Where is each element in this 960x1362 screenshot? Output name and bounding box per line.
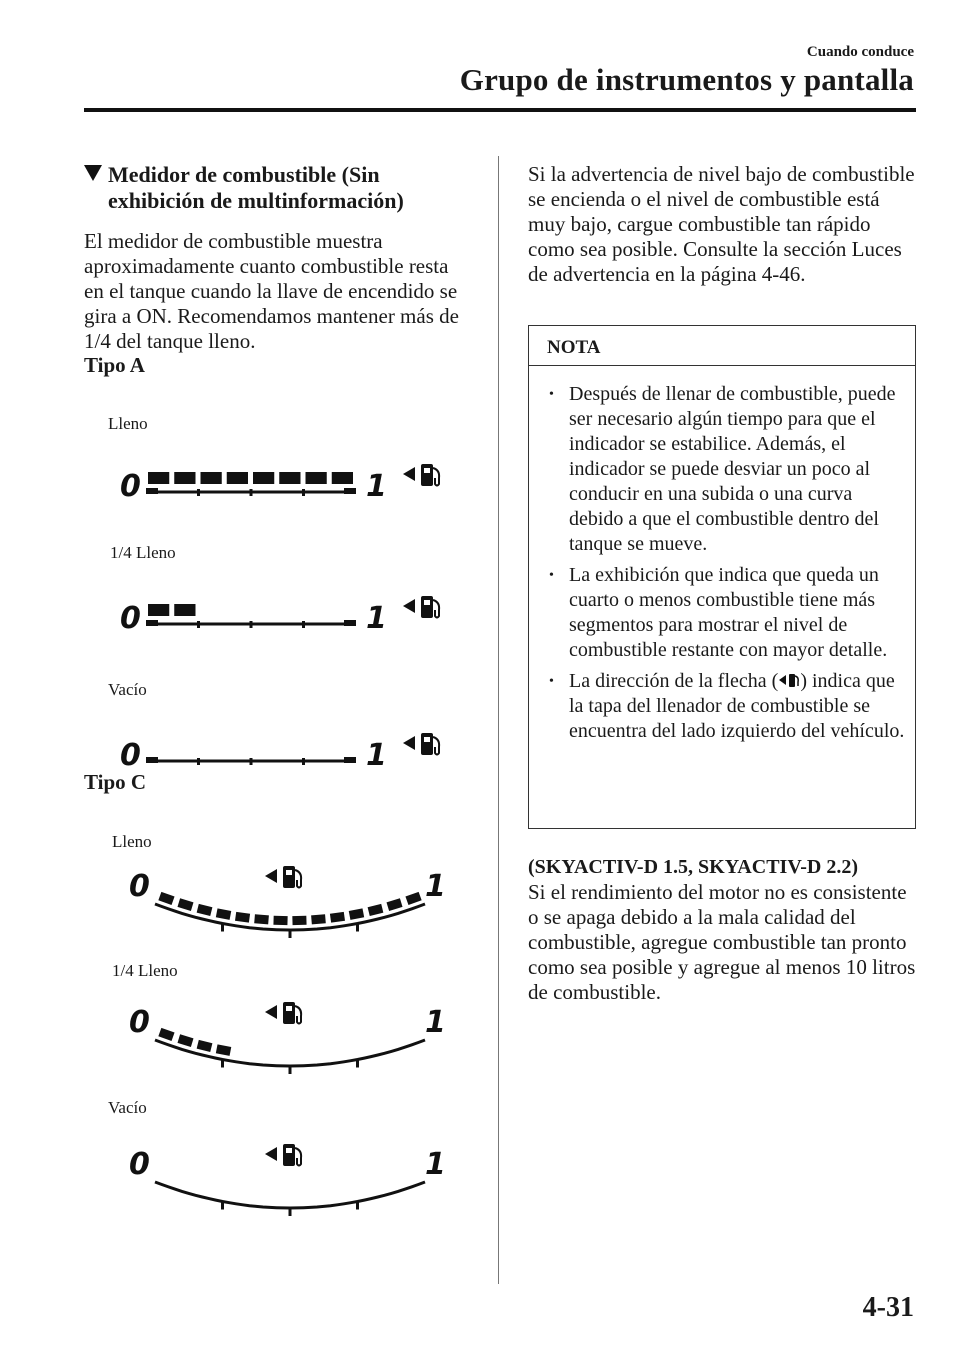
note-item: • Después de llenar de combustible, puede ser necesario algún tiempo para que el indicador se estabilice. Además, el indicador se puede desviar un poco al conducir en una subida o una curva debido a que el combustible dentro del tanque se mueve. bbox=[545, 382, 905, 557]
header-rule bbox=[84, 108, 916, 112]
fuel-segment bbox=[279, 472, 300, 484]
fuel-segment bbox=[330, 912, 345, 923]
skyactiv-heading: (SKYACTIV-D 1.5, SKYACTIV-D 2.2) bbox=[528, 856, 859, 878]
fuel-pump-icon bbox=[265, 1002, 301, 1024]
fuel-segment bbox=[387, 898, 403, 911]
gauge-end-mark bbox=[146, 620, 158, 626]
scale-min-label: 0 bbox=[120, 469, 141, 504]
fuel-segment bbox=[292, 916, 306, 925]
gauge-tick bbox=[289, 929, 292, 938]
fuel-segment bbox=[405, 892, 421, 905]
gauge-end-mark bbox=[344, 620, 356, 626]
fuel-pump-icon bbox=[265, 1144, 301, 1166]
scale-max-label: 1 bbox=[366, 601, 387, 636]
warning-paragraph: Si la advertencia de nivel bajo de combustible se encienda o el nivel de combustible está muy bajo, cargue combustible tan rápido como sea posible. Consulte la sección Luces de advertencia en la página 4-46. bbox=[528, 162, 915, 286]
scale-max-label: 1 bbox=[425, 869, 446, 904]
fuel-segment bbox=[216, 1044, 231, 1055]
fuel-segment bbox=[349, 908, 364, 919]
type-a-empty-caption: Vacío bbox=[108, 680, 147, 699]
gauge-tick bbox=[356, 1059, 359, 1068]
left-arrow-icon bbox=[403, 736, 415, 750]
type-c-quarter-caption: 1/4 Lleno bbox=[112, 961, 178, 980]
left-arrow-icon bbox=[403, 467, 415, 481]
type-c-gauge-full bbox=[125, 862, 455, 942]
fuel-segment bbox=[158, 892, 174, 905]
gauge-arc bbox=[155, 1040, 425, 1066]
fuel-segment bbox=[235, 912, 250, 923]
note-item: • La exhibición que indica que queda un cuarto o menos combustible tiene más segmentos para mostrar el nivel de combustible restante con mayor detalle. bbox=[545, 563, 905, 663]
fuel-pump-icon bbox=[403, 464, 439, 486]
fuel-pump-icon bbox=[403, 733, 439, 755]
type-c-gauge-quarter bbox=[125, 998, 455, 1078]
gauge-tick bbox=[221, 1059, 224, 1068]
gauge-tick bbox=[197, 489, 200, 496]
type-a-label: Tipo A bbox=[84, 353, 145, 377]
fuel-segment bbox=[177, 1034, 193, 1047]
type-a-quarter-caption: 1/4 Lleno bbox=[110, 543, 176, 562]
gauge-tick bbox=[250, 621, 253, 628]
fuel-segment bbox=[148, 604, 169, 616]
chapter-title: Cuando conduce bbox=[806, 44, 914, 60]
skyactiv-paragraph: Si el rendimiento del motor no es consistente o se apaga debido a la mala calidad del combustible, agregue combustible tan pronto como sea posible y agregue al menos 10 litros de combustible. bbox=[528, 880, 916, 1004]
gauge-tick bbox=[302, 489, 305, 496]
left-arrow-icon bbox=[265, 1005, 277, 1019]
fuel-segment bbox=[306, 472, 327, 484]
note-title: NOTA bbox=[529, 326, 915, 366]
fuel-segment bbox=[197, 904, 213, 916]
gauge-tick bbox=[221, 923, 224, 932]
scale-max-label: 1 bbox=[366, 469, 387, 504]
gauge-arc bbox=[155, 1182, 425, 1208]
fuel-segment bbox=[311, 914, 326, 924]
fuel-pump-icon bbox=[265, 866, 301, 888]
fuel-segment bbox=[177, 898, 193, 911]
triangle-marker-icon bbox=[84, 165, 102, 181]
subsection-heading: Medidor de combustible (Sin exhibición de multinformación) bbox=[84, 162, 464, 214]
gauge-tick bbox=[197, 758, 200, 765]
note-box bbox=[528, 325, 916, 829]
type-a-full-caption: Lleno bbox=[108, 414, 148, 433]
fuel-segment bbox=[174, 604, 195, 616]
gauge-tick bbox=[221, 1201, 224, 1210]
type-a-gauge-empty bbox=[118, 727, 468, 777]
gauge-tick bbox=[356, 1201, 359, 1210]
scale-min-label: 0 bbox=[129, 869, 150, 904]
note-item: • La dirección de la flecha ( ) indica que la tapa del llenador de combustible se encuentra del lado izquierdo del vehículo. bbox=[545, 669, 905, 744]
type-c-gauge-empty bbox=[125, 1140, 455, 1220]
left-arrow-icon bbox=[265, 869, 277, 883]
type-c-empty-caption: Vacío bbox=[108, 1098, 147, 1117]
left-arrow-icon bbox=[403, 599, 415, 613]
column-divider bbox=[498, 156, 499, 1284]
fuel-segment bbox=[148, 472, 169, 484]
fuel-segment bbox=[227, 472, 248, 484]
scale-min-label: 0 bbox=[129, 1147, 150, 1182]
scale-min-label: 0 bbox=[129, 1005, 150, 1040]
fuel-segment bbox=[197, 1040, 213, 1052]
left-arrow-icon bbox=[265, 1147, 277, 1161]
gauge-tick bbox=[250, 489, 253, 496]
intro-paragraph: El medidor de combustible muestra aproximadamente cuanto combustible resta en el tanque cuando la llave de encendido se gira a ON. Recomendamos mantener más de 1/4 del tanque lleno. bbox=[84, 229, 459, 353]
scale-min-label: 0 bbox=[120, 601, 141, 636]
type-a-gauge-full bbox=[118, 458, 468, 508]
gauge-tick bbox=[289, 1207, 292, 1216]
gauge-end-mark bbox=[146, 488, 158, 494]
fuel-segment bbox=[201, 472, 222, 484]
fuel-segment bbox=[332, 472, 353, 484]
gauge-end-mark bbox=[344, 757, 356, 763]
gauge-end-mark bbox=[344, 488, 356, 494]
gauge-end-mark bbox=[146, 757, 158, 763]
fuel-segment bbox=[273, 916, 287, 925]
section-title: Grupo de instrumentos y pantalla bbox=[459, 62, 914, 97]
scale-max-label: 1 bbox=[366, 738, 387, 773]
note-list bbox=[545, 382, 905, 750]
scale-min-label: 0 bbox=[120, 738, 141, 773]
page-number: 4-31 bbox=[862, 1292, 914, 1323]
fuel-segment bbox=[254, 914, 269, 924]
type-a-gauge-quarter bbox=[118, 590, 468, 640]
fuel-segment bbox=[368, 904, 384, 916]
gauge-tick bbox=[302, 621, 305, 628]
scale-max-label: 1 bbox=[425, 1005, 446, 1040]
type-c-label: Tipo C bbox=[84, 770, 147, 794]
gauge-tick bbox=[289, 1065, 292, 1074]
gauge-tick bbox=[250, 758, 253, 765]
fuel-segment bbox=[174, 472, 195, 484]
gauge-arc bbox=[155, 904, 425, 930]
gauge-tick bbox=[197, 621, 200, 628]
gauge-tick bbox=[302, 758, 305, 765]
scale-max-label: 1 bbox=[425, 1147, 446, 1182]
fuel-segment bbox=[158, 1028, 174, 1041]
fuel-arrow-icon bbox=[778, 670, 800, 690]
fuel-segment bbox=[253, 472, 274, 484]
fuel-segment bbox=[216, 908, 231, 919]
type-c-full-caption: Lleno bbox=[112, 832, 152, 851]
fuel-pump-icon bbox=[403, 596, 439, 618]
gauge-tick bbox=[356, 923, 359, 932]
